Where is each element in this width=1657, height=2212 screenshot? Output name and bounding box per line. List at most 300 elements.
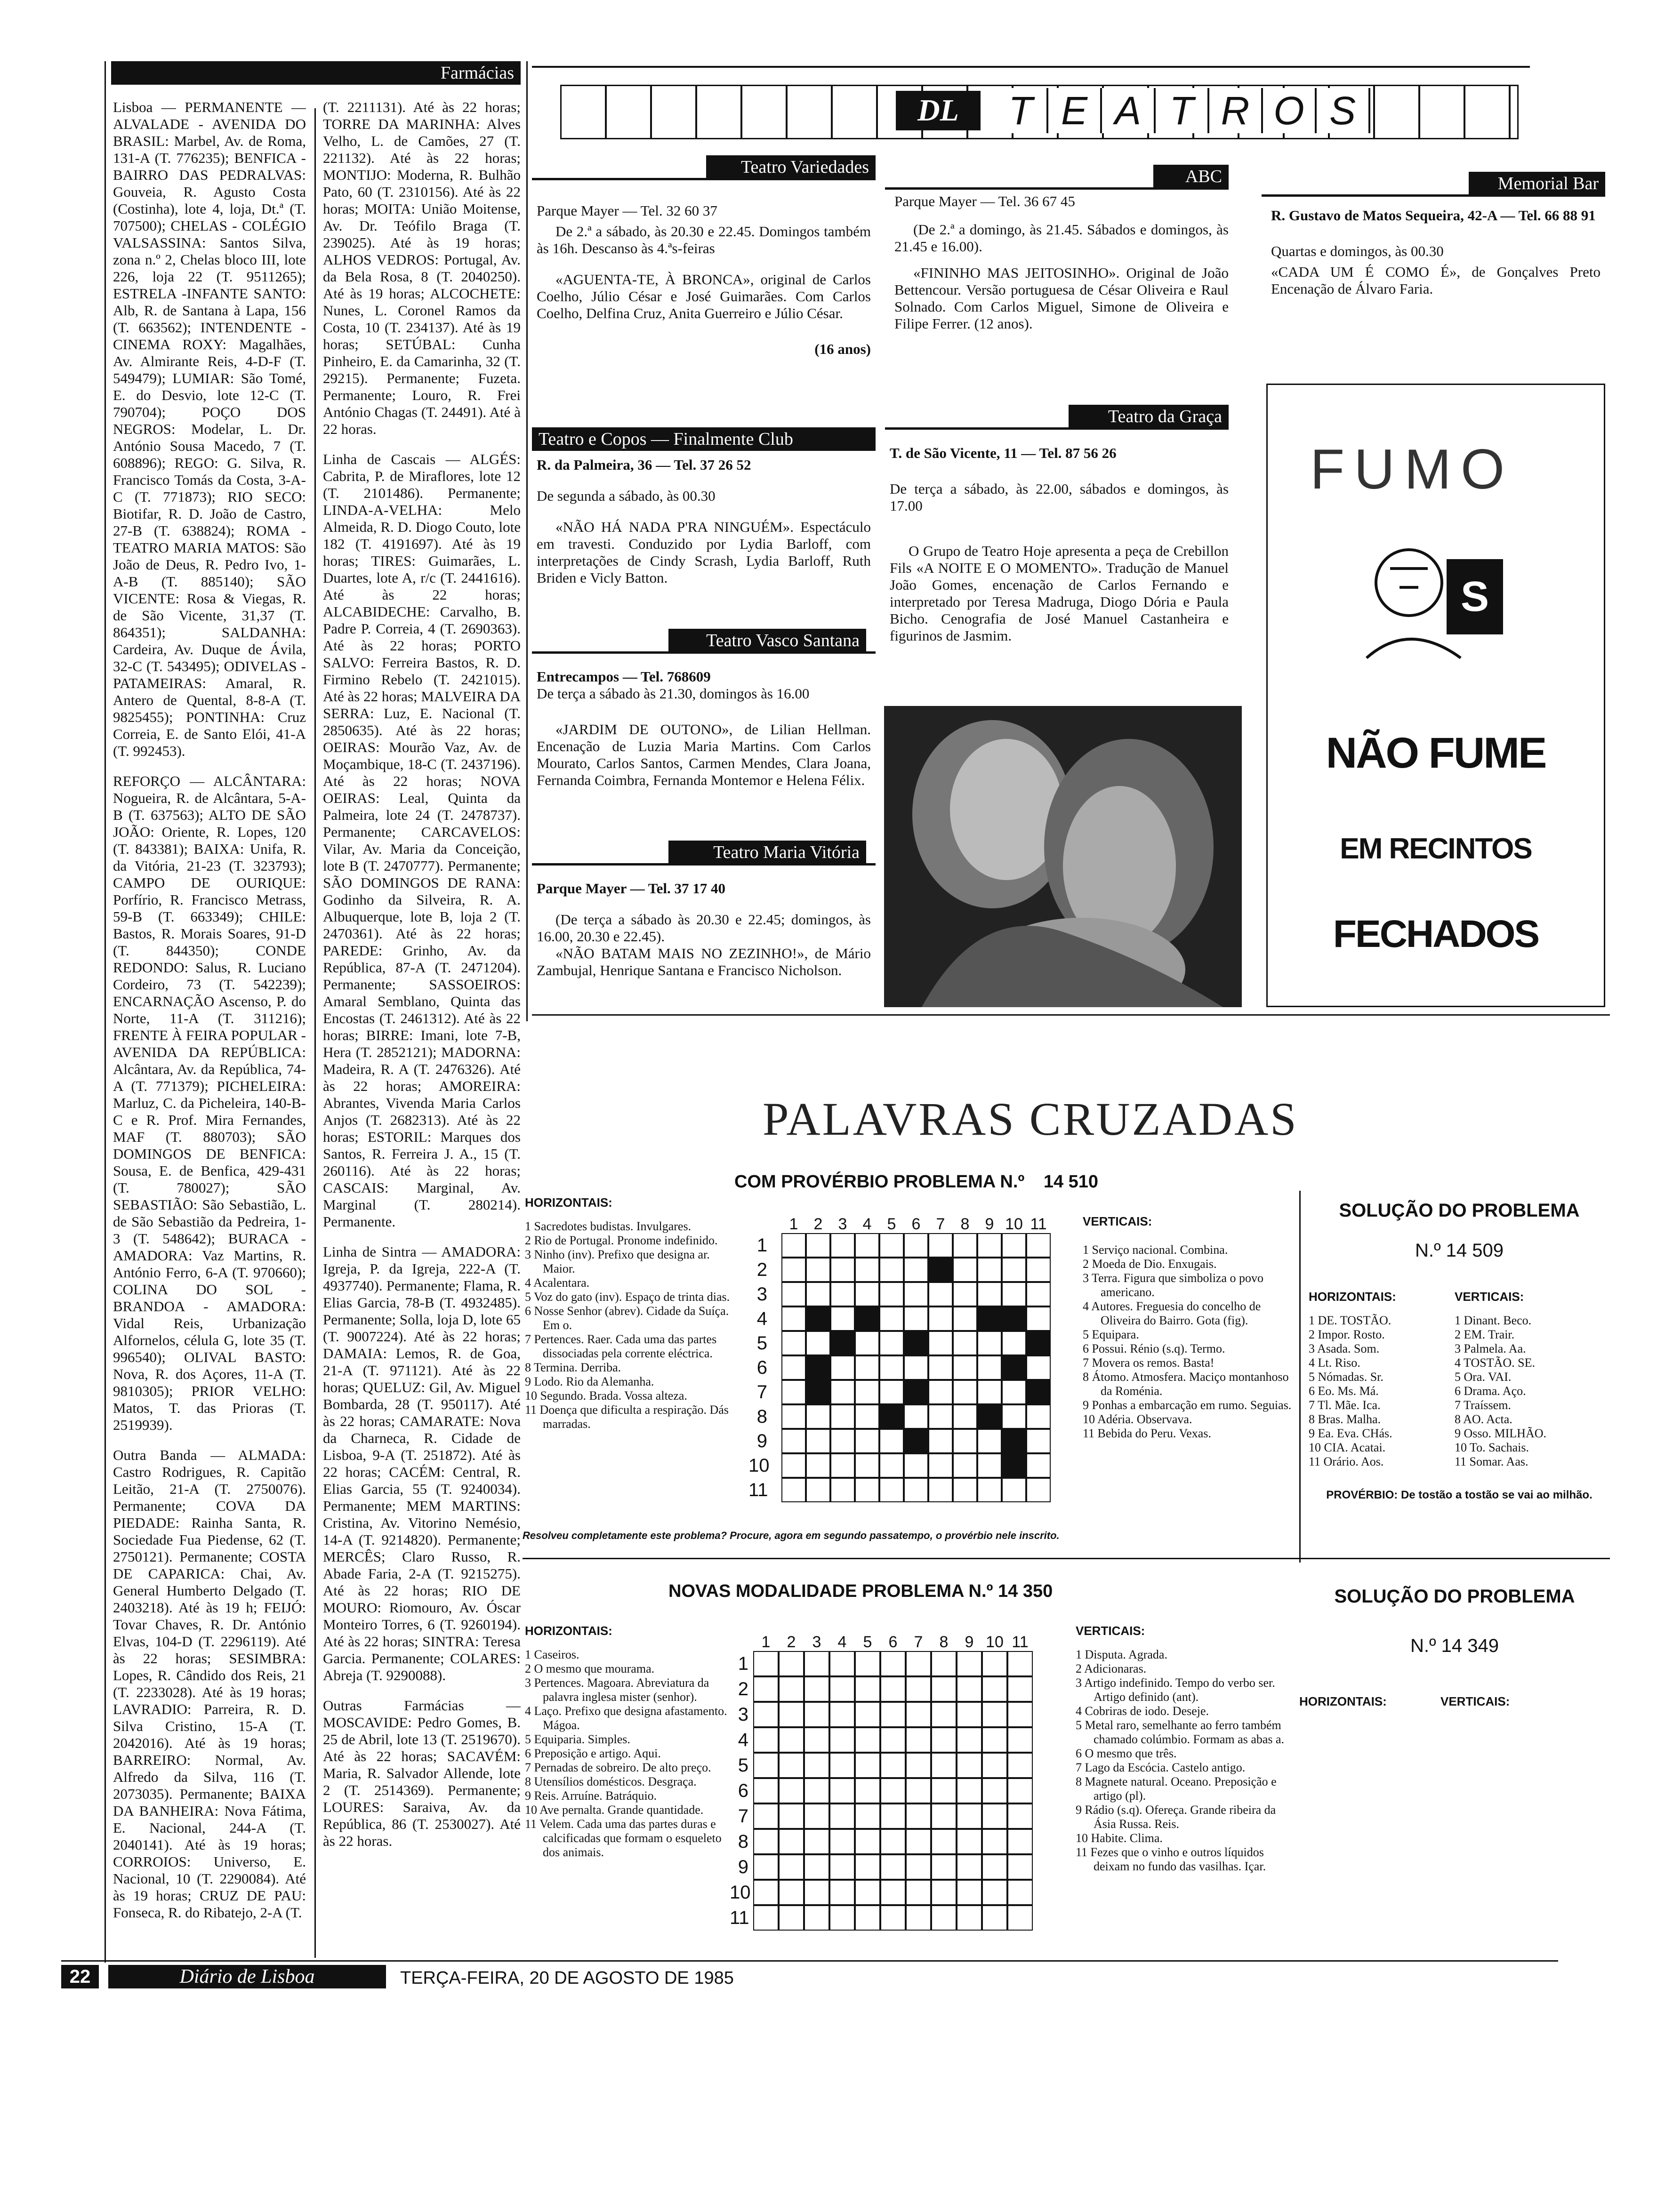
solution1-v-item: 6 Drama. Aço. — [1455, 1384, 1526, 1398]
grid-cell[interactable] — [931, 1778, 957, 1803]
grid-black-cell[interactable] — [1002, 1453, 1026, 1478]
grid-cell[interactable] — [855, 1380, 879, 1404]
grid-cell[interactable] — [928, 1306, 953, 1331]
grid-cell[interactable] — [977, 1453, 1002, 1478]
grid-cell[interactable] — [879, 1233, 904, 1258]
solution1-v-item: 1 Dinant. Beco. — [1455, 1314, 1532, 1327]
pharmacy-right-border — [526, 61, 528, 1021]
grid-cell[interactable] — [753, 1803, 779, 1829]
grid-cell[interactable] — [855, 1702, 880, 1727]
grid-cell[interactable] — [879, 1258, 904, 1282]
grid-cell[interactable] — [1007, 1905, 1033, 1931]
crossword2-h-item: 7 Pernadas de sobreiro. De alto preço. — [525, 1761, 711, 1774]
grid-cell[interactable] — [829, 1753, 855, 1778]
grid-cell[interactable] — [781, 1355, 806, 1380]
grid-black-cell[interactable] — [806, 1355, 830, 1380]
column-number: 9 — [985, 1215, 994, 1233]
grid-cell[interactable] — [982, 1651, 1007, 1676]
grid-cell[interactable] — [1026, 1258, 1051, 1282]
grid-cell[interactable] — [829, 1880, 855, 1905]
grid-cell[interactable] — [1007, 1727, 1033, 1753]
grid-cell[interactable] — [977, 1282, 1002, 1306]
grid-cell[interactable] — [931, 1651, 957, 1676]
grid-cell[interactable] — [931, 1676, 957, 1702]
grid-cell[interactable] — [830, 1306, 855, 1331]
grid-cell[interactable] — [904, 1404, 928, 1429]
grid-cell[interactable] — [880, 1676, 906, 1702]
grid-cell[interactable] — [931, 1829, 957, 1854]
grid-cell[interactable] — [855, 1331, 879, 1355]
solution2-box — [1299, 1586, 1610, 1728]
grid-cell[interactable] — [855, 1727, 880, 1753]
grid-cell[interactable] — [1026, 1478, 1051, 1502]
theatres-title — [995, 88, 1370, 133]
grid-cell[interactable] — [779, 1753, 804, 1778]
grid-cell[interactable] — [880, 1727, 906, 1753]
grid-cell[interactable] — [1026, 1429, 1051, 1453]
grid-cell[interactable] — [1007, 1880, 1033, 1905]
grid-cell[interactable] — [781, 1478, 806, 1502]
grid-cell[interactable] — [879, 1478, 904, 1502]
grid-cell[interactable] — [953, 1282, 977, 1306]
grid-cell[interactable] — [879, 1282, 904, 1306]
grid-cell[interactable] — [855, 1829, 880, 1854]
grid-cell[interactable] — [1007, 1753, 1033, 1778]
grid-cell[interactable] — [906, 1854, 931, 1880]
grid-cell[interactable] — [953, 1453, 977, 1478]
grid-cell[interactable] — [879, 1355, 904, 1380]
crossword2-v-item: 4 Cobriras de iodo. Deseje. — [1076, 1704, 1209, 1718]
grid-cell[interactable] — [931, 1702, 957, 1727]
grid-cell[interactable] — [904, 1306, 928, 1331]
solution1-h-item: 10 CIA. Acatai. — [1309, 1441, 1386, 1454]
grid-cell[interactable] — [953, 1429, 977, 1453]
grid-cell[interactable] — [1026, 1404, 1051, 1429]
grid-cell[interactable] — [753, 1829, 779, 1854]
grid-cell[interactable] — [855, 1404, 879, 1429]
grid-cell[interactable] — [781, 1453, 806, 1478]
grid-cell[interactable] — [880, 1702, 906, 1727]
grid-cell[interactable] — [830, 1380, 855, 1404]
dl-logo: DL — [896, 91, 981, 130]
grid-cell[interactable] — [781, 1380, 806, 1404]
grid-cell[interactable] — [830, 1453, 855, 1478]
grid-cell[interactable] — [804, 1676, 829, 1702]
grid-cell[interactable] — [1002, 1282, 1026, 1306]
grid-cell[interactable] — [879, 1306, 904, 1331]
grid-cell[interactable] — [855, 1282, 879, 1306]
grid-cell[interactable] — [977, 1478, 1002, 1502]
grid-cell[interactable] — [1007, 1651, 1033, 1676]
grid-cell[interactable] — [953, 1380, 977, 1404]
row-number: 10 — [748, 1455, 770, 1476]
grid-cell[interactable] — [804, 1727, 829, 1753]
grid-cell[interactable] — [928, 1404, 953, 1429]
grid-cell[interactable] — [829, 1778, 855, 1803]
grid-cell[interactable] — [906, 1880, 931, 1905]
grid-cell[interactable] — [1002, 1404, 1026, 1429]
footer-rule — [61, 1960, 1558, 1962]
column-number: 1 — [761, 1633, 771, 1651]
grid-cell[interactable] — [953, 1355, 977, 1380]
grid-cell[interactable] — [753, 1651, 779, 1676]
grid-cell[interactable] — [753, 1854, 779, 1880]
pharmacy-col2-paragraph: (T. 2211131). Até às 22 horas; TORRE DA MARINHA: Alves Velho, L. de Camões, 27 (T. 221132). Até às 22 horas; MONTIJO: Moderna, R. Bulhão Pato, 60 (T. 2310156). Até às 22 horas; MOITA: União Moitense, Av. Dr. Teófilo Braga (T. 239025). Até às 19 horas; ALHOS VEDROS: Portugal, Av. da Bela Rosa, 8 (T. 2040250). Até às 19 horas; ALCOCHETE: Nunes, L. Coronel Ramos da Costa, 10 (T. 234137). Até às 19 horas; SETÚBAL: Cunha Pinheiro, E. da Camarinha, 32 (T. 29215). Permanente; Fuzeta. Permanente; Louro, R. Frei António Chagas (T. 24491). Até à 22 horas. — [323, 99, 521, 437]
crossword-brand: PALAVRAS CRUZADAS — [763, 1093, 1298, 1145]
grid-cell[interactable] — [804, 1778, 829, 1803]
grid-cell[interactable] — [1002, 1478, 1026, 1502]
solution1-v — [1455, 1290, 1601, 1469]
grid-cell[interactable] — [855, 1854, 880, 1880]
grid-cell[interactable] — [753, 1778, 779, 1803]
grid-cell[interactable] — [781, 1258, 806, 1282]
crossword2-h-item: 5 Equiparia. Simples. — [525, 1732, 630, 1746]
grid-cell[interactable] — [781, 1404, 806, 1429]
grid-cell[interactable] — [957, 1753, 982, 1778]
grid-cell[interactable] — [1002, 1258, 1026, 1282]
grid-cell[interactable] — [1007, 1702, 1033, 1727]
grid-cell[interactable] — [1007, 1676, 1033, 1702]
grid-cell[interactable] — [953, 1258, 977, 1282]
grid-cell[interactable] — [1002, 1331, 1026, 1355]
row-number: 2 — [756, 1259, 767, 1280]
pharmacy-col1-paragraph: Lisboa — PERMANENTE — ALVALADE - AVENIDA DO BRASIL: Marbel, Av. de Roma, 131-A (T. 776235); BENFICA - BAIRRO DAS PEDRALVAS: Gouveia, R. Agusto Costa (Costinha), lote 4, loja, Dt.ª (T. 707500); CHELAS - COLÉGIO VALSASSINA: Santos Silva, zona n.º 2, Chelas bloco III, lote 226, loja 22 (T. 9511265); ESTRELA -INFANTE SANTO: Alb, R. de Santana à Lapa, 156 (T. 663562); INTENDENTE - CINEMA ROXY: Magalhães, Av. Almirante Reis, 4-D-F (T. 549479); LUMIAR: São Tomé, E. do Desvio, lote 12-C (T. 790704); POÇO DOS NEGROS: Modelar, L. Dr. António Sousa Macedo, 7 (T. 608896); REGO: G. Silva, R. Francisco Tomás da Costa, 3-A-C (T. 771873); RIO SECO: Biotifar, R. D. João de Castro, 27-B (T. 638824); ROMA - TEATRO MARIA MATOS: São João de Deus, R. Pedro Ivo, 1-A-B (T. 885140); SÃO VICENTE: Rosa & Viegas, R. de São Vicente, 31,37 (T. 864351); SALDANHA: Cardeira, Av. Duque de Ávila, 32-C (T. 543495); ODIVELAS - PATAMEIRAS: Amaral, R. Antero de Quental, 8-8-A (T. 9825455); PONTINHA: Cruz Correia, E. de Santo Elói, 41-A (T. 992453). — [113, 99, 306, 759]
grid-cell[interactable] — [855, 1453, 879, 1478]
grid-cell[interactable] — [1026, 1233, 1051, 1258]
grid-cell[interactable] — [928, 1355, 953, 1380]
grid-cell[interactable] — [904, 1453, 928, 1478]
crossword1-v-item: 4 Autores. Freguesia do concelho de Oliveira do Bairro. Gota (fig). — [1083, 1299, 1261, 1327]
grid-cell[interactable] — [806, 1233, 830, 1258]
grid-cell[interactable] — [957, 1829, 982, 1854]
vitoria-box — [537, 880, 871, 983]
grid-cell[interactable] — [806, 1282, 830, 1306]
grid-cell[interactable] — [804, 1829, 829, 1854]
column-number: 11 — [1030, 1215, 1047, 1233]
grid-cell[interactable] — [1007, 1829, 1033, 1854]
grid-cell[interactable] — [931, 1727, 957, 1753]
grid-cell[interactable] — [779, 1880, 804, 1905]
grid-cell[interactable] — [904, 1282, 928, 1306]
grid-cell[interactable] — [928, 1429, 953, 1453]
grid-cell[interactable] — [806, 1429, 830, 1453]
grid-cell[interactable] — [977, 1429, 1002, 1453]
grid-black-cell[interactable] — [904, 1380, 928, 1404]
grid-cell[interactable] — [1026, 1306, 1051, 1331]
grid-cell[interactable] — [928, 1478, 953, 1502]
grid-cell[interactable] — [977, 1355, 1002, 1380]
grid-cell[interactable] — [982, 1727, 1007, 1753]
grid-cell[interactable] — [928, 1453, 953, 1478]
grid-cell[interactable] — [906, 1676, 931, 1702]
grid-black-cell[interactable] — [855, 1306, 879, 1331]
grid-cell[interactable] — [829, 1905, 855, 1931]
grid-cell[interactable] — [855, 1478, 879, 1502]
crossword1-h-item: 6 Nosse Senhor (abrev). Cidade da Suíça. Em o. — [525, 1304, 729, 1332]
grid-cell[interactable] — [830, 1429, 855, 1453]
grid-cell[interactable] — [1002, 1380, 1026, 1404]
grid-cell[interactable] — [977, 1233, 1002, 1258]
grid-cell[interactable] — [804, 1753, 829, 1778]
grid-cell[interactable] — [982, 1702, 1007, 1727]
grid-cell[interactable] — [879, 1380, 904, 1404]
grid-cell[interactable] — [781, 1306, 806, 1331]
grid-cell[interactable] — [982, 1880, 1007, 1905]
grid-black-cell[interactable] — [806, 1380, 830, 1404]
grid-cell[interactable] — [829, 1651, 855, 1676]
grid-cell[interactable] — [806, 1331, 830, 1355]
grid-cell[interactable] — [928, 1233, 953, 1258]
grid-cell[interactable] — [931, 1905, 957, 1931]
grid-cell[interactable] — [1026, 1453, 1051, 1478]
crossword1-v-item: 10 Adéria. Observava. — [1083, 1412, 1192, 1426]
grid-cell[interactable] — [829, 1854, 855, 1880]
grid-black-cell[interactable] — [806, 1306, 830, 1331]
grid-black-cell[interactable] — [879, 1404, 904, 1429]
grid-black-cell[interactable] — [928, 1258, 953, 1282]
grid-cell[interactable] — [779, 1905, 804, 1931]
grid-cell[interactable] — [781, 1429, 806, 1453]
grid-cell[interactable] — [977, 1380, 1002, 1404]
grid-cell[interactable] — [830, 1233, 855, 1258]
grid-cell[interactable] — [931, 1803, 957, 1829]
grid-cell[interactable] — [779, 1778, 804, 1803]
grid-cell[interactable] — [928, 1380, 953, 1404]
grid-cell[interactable] — [906, 1803, 931, 1829]
grid-cell[interactable] — [779, 1702, 804, 1727]
memorial-rule — [1262, 194, 1605, 197]
grid-cell[interactable] — [779, 1727, 804, 1753]
grid-cell[interactable] — [879, 1331, 904, 1355]
grid-cell[interactable] — [1026, 1355, 1051, 1380]
grid-cell[interactable] — [781, 1282, 806, 1306]
grid-cell[interactable] — [804, 1651, 829, 1676]
grid-cell[interactable] — [879, 1429, 904, 1453]
grid-cell[interactable] — [880, 1829, 906, 1854]
grid-cell[interactable] — [855, 1258, 879, 1282]
memorial-play: «CADA UM É COMO É», de Gonçalves Preto Encenação de Álvaro Faria. — [1271, 264, 1601, 297]
grid-black-cell[interactable] — [904, 1331, 928, 1355]
grid-cell[interactable] — [957, 1905, 982, 1931]
solution1-v-item: 8 AO. Acta. — [1455, 1412, 1512, 1426]
vasco-header: Teatro Vasco Santana — [668, 629, 866, 652]
grid-cell[interactable] — [779, 1676, 804, 1702]
grid-cell[interactable] — [753, 1753, 779, 1778]
grid-cell[interactable] — [753, 1727, 779, 1753]
grid-cell[interactable] — [880, 1753, 906, 1778]
row-number: 7 — [756, 1382, 767, 1403]
solution1-h-item: 9 Ea. Eva. CHás. — [1309, 1427, 1392, 1440]
grid-cell[interactable] — [855, 1753, 880, 1778]
grid-cell[interactable] — [781, 1233, 806, 1258]
grid-cell[interactable] — [779, 1829, 804, 1854]
grid-cell[interactable] — [804, 1905, 829, 1931]
abc-address: Parque Mayer — Tel. 36 67 45 — [894, 193, 1075, 209]
grid-cell[interactable] — [806, 1453, 830, 1478]
grid-cell[interactable] — [904, 1478, 928, 1502]
crossword1-v-item: 6 Possui. Rénio (s.q). Termo. — [1083, 1342, 1225, 1355]
grid-cell[interactable] — [753, 1905, 779, 1931]
grid-cell[interactable] — [1007, 1854, 1033, 1880]
copos-address: R. da Palmeira, 36 — Tel. 37 26 52 — [537, 457, 751, 473]
grid-cell[interactable] — [904, 1355, 928, 1380]
grid-cell[interactable] — [830, 1258, 855, 1282]
grid-cell[interactable] — [855, 1429, 879, 1453]
grid-cell[interactable] — [906, 1753, 931, 1778]
pharmacy-col2-paragraph: Outras Farmácias — MOSCAVIDE: Pedro Gomes, B. 25 de Abril, lote 13 (T. 2519670). Até às 22 horas; SACAVÉM: Maria, R. Salvador Allende, lote 2 (T. 2514369). Permanente; LOURES: Saraiva, Av. da República, 86 (T. 2530027). Até às 22 horas. — [323, 1697, 521, 1849]
grid-cell[interactable] — [957, 1854, 982, 1880]
column-number: 4 — [862, 1215, 872, 1233]
grid-cell[interactable] — [830, 1355, 855, 1380]
grid-cell[interactable] — [855, 1233, 879, 1258]
grid-black-cell[interactable] — [977, 1306, 1002, 1331]
grid-black-cell[interactable] — [1026, 1380, 1051, 1404]
grid-black-cell[interactable] — [977, 1404, 1002, 1429]
grid-cell[interactable] — [829, 1676, 855, 1702]
grid-cell[interactable] — [982, 1753, 1007, 1778]
grid-cell[interactable] — [855, 1905, 880, 1931]
grid-cell[interactable] — [953, 1306, 977, 1331]
grid-cell[interactable] — [906, 1651, 931, 1676]
crossword2-h-item: 1 Caseiros. — [525, 1648, 579, 1661]
grid-cell[interactable] — [1026, 1282, 1051, 1306]
grid-cell[interactable] — [906, 1905, 931, 1931]
grid-cell[interactable] — [830, 1404, 855, 1429]
row-number: 5 — [738, 1755, 748, 1776]
grid-cell[interactable] — [880, 1803, 906, 1829]
grid-cell[interactable] — [855, 1880, 880, 1905]
grid-cell[interactable] — [753, 1880, 779, 1905]
ad-line1: NÃO FUME — [1326, 729, 1546, 777]
row-number: 11 — [730, 1907, 749, 1928]
grid-cell[interactable] — [982, 1803, 1007, 1829]
variedades-schedule: De 2.ª a sábado, às 20.30 e 22.45. Domingos também às 16h. Descanso às 4.ªs-feiras — [537, 223, 871, 256]
grid-cell[interactable] — [957, 1702, 982, 1727]
grid-cell[interactable] — [880, 1651, 906, 1676]
grid-cell[interactable] — [982, 1829, 1007, 1854]
grid-cell[interactable] — [957, 1727, 982, 1753]
grid-cell[interactable] — [879, 1453, 904, 1478]
grid-cell[interactable] — [982, 1676, 1007, 1702]
grid-cell[interactable] — [779, 1854, 804, 1880]
grid-cell[interactable] — [928, 1282, 953, 1306]
grid-cell[interactable] — [855, 1803, 880, 1829]
grid-cell[interactable] — [880, 1905, 906, 1931]
grid-black-cell[interactable] — [830, 1331, 855, 1355]
grid-cell[interactable] — [957, 1880, 982, 1905]
grid-cell[interactable] — [928, 1331, 953, 1355]
abc-schedule: (De 2.ª a domingo, às 21.45. Sábados e domingos, às 21.45 e 16.00). — [894, 221, 1229, 255]
crossword2-v-item: 3 Artigo indefinido. Tempo do verbo ser. Artigo definido (ant). — [1076, 1676, 1275, 1704]
grid-black-cell[interactable] — [1026, 1331, 1051, 1355]
grid-cell[interactable] — [953, 1478, 977, 1502]
grid-cell[interactable] — [906, 1778, 931, 1803]
grid-cell[interactable] — [779, 1803, 804, 1829]
grid-cell[interactable] — [806, 1258, 830, 1282]
grid-cell[interactable] — [829, 1829, 855, 1854]
grid-black-cell[interactable] — [1002, 1306, 1026, 1331]
grid-cell[interactable] — [953, 1331, 977, 1355]
grid-cell[interactable] — [953, 1233, 977, 1258]
crossword2-h-label: HORIZONTAIS: — [525, 1624, 612, 1638]
grid-black-cell[interactable] — [1002, 1355, 1026, 1380]
grid-cell[interactable] — [1007, 1778, 1033, 1803]
solution-divider — [1299, 1191, 1301, 1563]
grid-cell[interactable] — [779, 1651, 804, 1676]
vasco-address: Entrecampos — Tel. 768609 — [537, 668, 711, 685]
column-number: 7 — [914, 1633, 923, 1651]
row-number: 11 — [748, 1480, 768, 1500]
solution1-v-item: 7 Traíssem. — [1455, 1398, 1511, 1412]
grid-cell[interactable] — [829, 1702, 855, 1727]
grid-cell[interactable] — [931, 1854, 957, 1880]
grid-cell[interactable] — [880, 1880, 906, 1905]
solution1-h-item: 11 Orário. Aos. — [1309, 1455, 1384, 1468]
grid-cell[interactable] — [953, 1404, 977, 1429]
grid-cell[interactable] — [806, 1404, 830, 1429]
grid-cell[interactable] — [804, 1854, 829, 1880]
grid-cell[interactable] — [830, 1478, 855, 1502]
grid-cell[interactable] — [906, 1727, 931, 1753]
crossword1-v-item: 2 Moeda de Dio. Enxugais. — [1083, 1257, 1217, 1271]
solution2-h — [1299, 1694, 1440, 1728]
grid-cell[interactable] — [806, 1478, 830, 1502]
grid-cell[interactable] — [906, 1702, 931, 1727]
grid-cell[interactable] — [906, 1829, 931, 1854]
grid-black-cell[interactable] — [904, 1429, 928, 1453]
grid-cell[interactable] — [957, 1676, 982, 1702]
crossword2-h-item: 6 Preposição e artigo. Aqui. — [525, 1747, 661, 1760]
grid-cell[interactable] — [855, 1651, 880, 1676]
grid-cell[interactable] — [957, 1803, 982, 1829]
grid-cell[interactable] — [1002, 1233, 1026, 1258]
grid-cell[interactable] — [804, 1702, 829, 1727]
grid-cell[interactable] — [957, 1651, 982, 1676]
grid-cell[interactable] — [880, 1778, 906, 1803]
grid-cell[interactable] — [1007, 1803, 1033, 1829]
grid-cell[interactable] — [804, 1803, 829, 1829]
grid-black-cell[interactable] — [1002, 1429, 1026, 1453]
grid-cell[interactable] — [829, 1803, 855, 1829]
grid-cell[interactable] — [982, 1778, 1007, 1803]
grid-cell[interactable] — [904, 1258, 928, 1282]
grid-cell[interactable] — [880, 1854, 906, 1880]
grid-cell[interactable] — [804, 1880, 829, 1905]
crossword2-h-item: 10 Ave pernalta. Grande quantidade. — [525, 1803, 704, 1817]
grid-cell[interactable] — [855, 1355, 879, 1380]
grid-cell[interactable] — [855, 1676, 880, 1702]
crossword1-v-item: 5 Equipara. — [1083, 1328, 1139, 1341]
grid-cell[interactable] — [753, 1676, 779, 1702]
grid-cell[interactable] — [753, 1702, 779, 1727]
grid-cell[interactable] — [957, 1778, 982, 1803]
grid-cell[interactable] — [830, 1282, 855, 1306]
grid-cell[interactable] — [977, 1258, 1002, 1282]
grid-cell[interactable] — [931, 1753, 957, 1778]
crossword2-v-item: 6 O mesmo que três. — [1076, 1747, 1177, 1760]
grid-cell[interactable] — [855, 1778, 880, 1803]
grid-cell[interactable] — [781, 1331, 806, 1355]
grid-cell[interactable] — [982, 1854, 1007, 1880]
crossword1-h-item: 11 Doença que dificulta a respiração. Dás marradas. — [525, 1403, 729, 1431]
grid-cell[interactable] — [977, 1331, 1002, 1355]
grid-cell[interactable] — [829, 1727, 855, 1753]
grid-cell[interactable] — [904, 1233, 928, 1258]
crossword2-h-item: 3 Pertences. Magoara. Abreviatura da palavra inglesa mister (senhor). — [525, 1676, 709, 1704]
grid-cell[interactable] — [931, 1880, 957, 1905]
column-number: 6 — [911, 1215, 921, 1233]
grid-cell[interactable] — [982, 1905, 1007, 1931]
